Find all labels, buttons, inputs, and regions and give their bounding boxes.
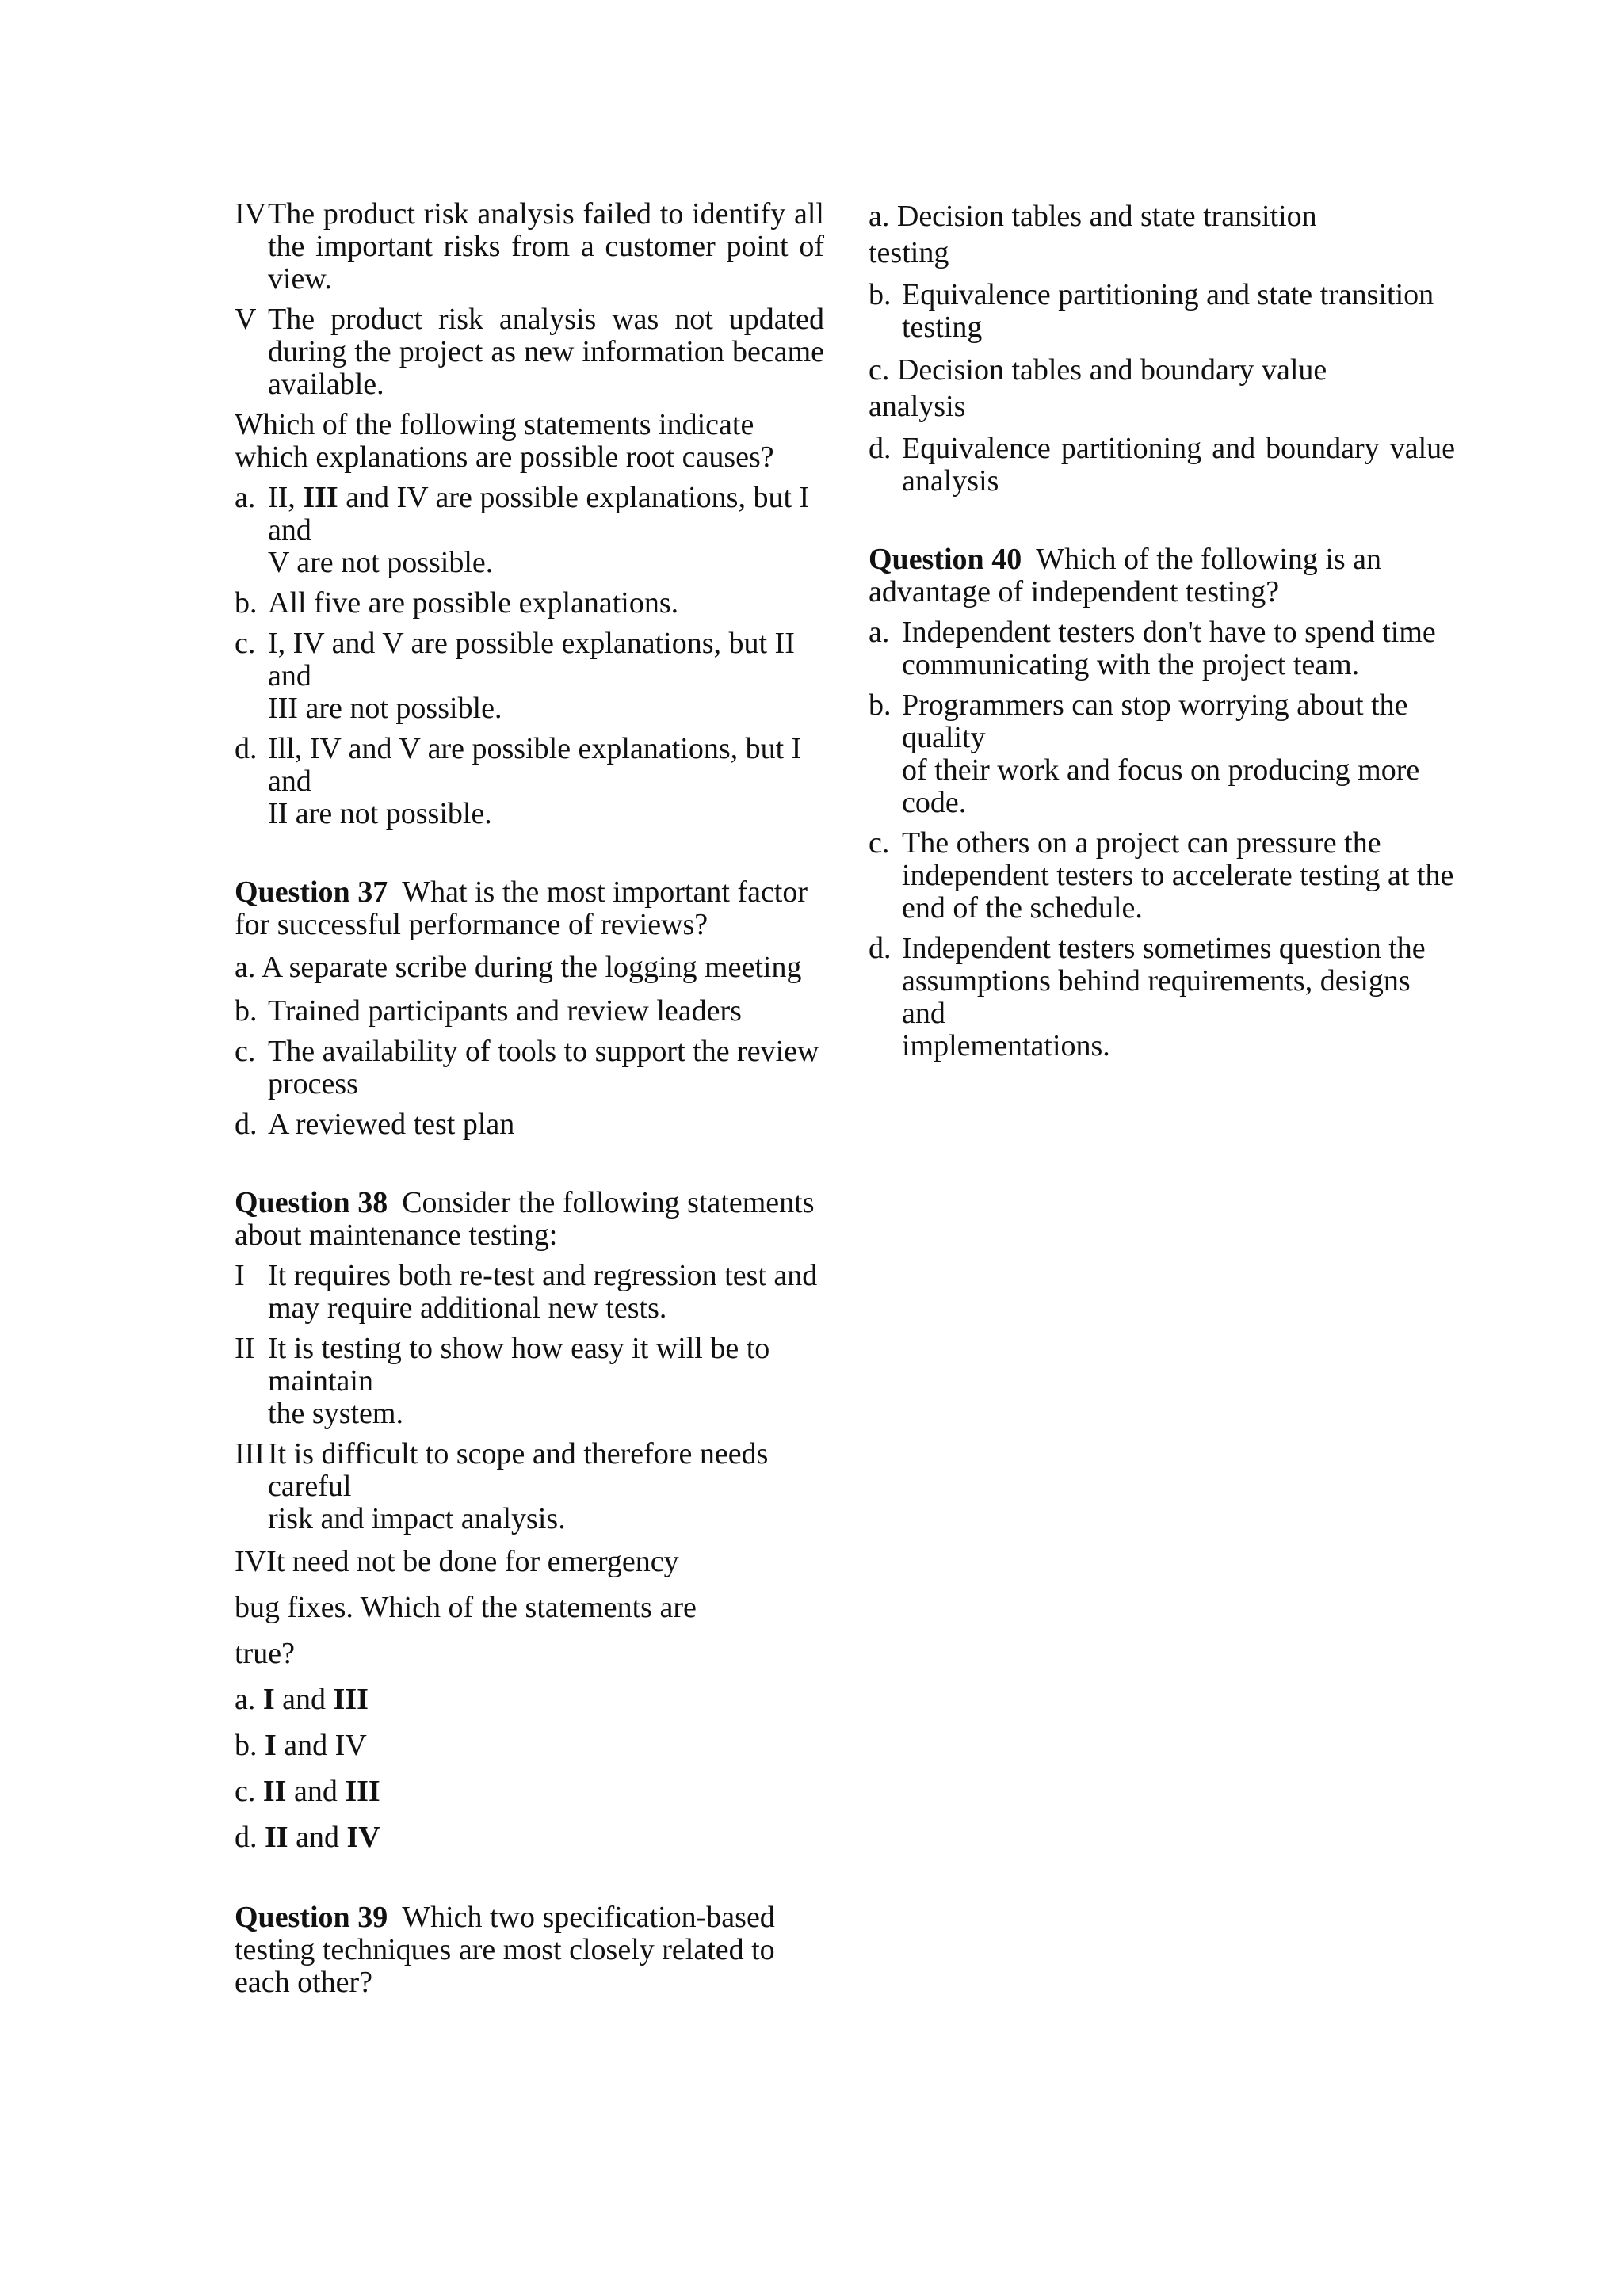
option-and: and bbox=[296, 1821, 339, 1854]
q40-option-a bbox=[869, 616, 1455, 681]
option-text: Trained participants and review leaders bbox=[268, 994, 742, 1028]
option-marker: c. bbox=[869, 353, 890, 387]
option-and: and bbox=[284, 1729, 328, 1762]
statement-marker: III bbox=[235, 1437, 265, 1470]
option-marker: c. bbox=[235, 627, 256, 660]
option-marker: a. bbox=[869, 200, 890, 233]
option-marker: b. bbox=[235, 994, 258, 1028]
option-marker: b. bbox=[869, 278, 892, 311]
option-marker: b. bbox=[869, 688, 892, 722]
q38-statement-ii bbox=[235, 1333, 824, 1430]
option-marker: c. bbox=[235, 1035, 256, 1068]
option-text-line2: end of the schedule. bbox=[902, 891, 1143, 925]
option-roman-1: II bbox=[262, 1775, 287, 1808]
question-39 bbox=[235, 1901, 824, 1999]
statement-marker: IV bbox=[235, 197, 267, 231]
option-marker: a. bbox=[235, 1683, 256, 1716]
q38-statement-i bbox=[235, 1260, 824, 1325]
statement-text: The product risk analysis was not updated during the project as new information became available. bbox=[268, 303, 824, 401]
question-38 bbox=[235, 1187, 824, 1252]
left-column bbox=[235, 198, 824, 2007]
question-text: Which two specification-based testing techniques are most closely related to each other? bbox=[235, 1901, 775, 1999]
option-text: Programmers can stop worrying about the quality bbox=[902, 688, 1408, 754]
option-text: The others on a project can pressure the independent testers to accelerate testing at the bbox=[902, 826, 1454, 892]
q39-option-a bbox=[869, 198, 1455, 271]
option-roman-2: IV bbox=[346, 1821, 380, 1854]
option-text: The availability of tools to support the review bbox=[268, 1035, 819, 1068]
statement-text: It need not be done for emergency bbox=[266, 1545, 679, 1578]
option-text: A reviewed test plan bbox=[268, 1108, 515, 1141]
option-text-line2: II are not possible. bbox=[268, 797, 492, 830]
q38-prompt-line1: bug fixes. Which of the statements are bbox=[235, 1591, 697, 1624]
option-text-line2: process bbox=[268, 1067, 358, 1100]
option-text-line2: assumptions behind requirements, designs and bbox=[902, 964, 1411, 1030]
question-number: Question 40 bbox=[869, 543, 1022, 576]
q40-option-d bbox=[869, 933, 1455, 1062]
option-text: A separate scribe during the logging meeting bbox=[261, 951, 802, 984]
q40-option-b bbox=[869, 689, 1455, 819]
option-marker: d. bbox=[869, 932, 892, 965]
option-marker: d. bbox=[235, 1108, 258, 1141]
option-roman-2: III bbox=[345, 1775, 380, 1808]
q38-statement-iii bbox=[235, 1438, 824, 1535]
question-40 bbox=[869, 543, 1455, 608]
option-a bbox=[235, 482, 824, 579]
option-roman-1: I bbox=[262, 1683, 275, 1716]
option-text-line2: of their work and focus on producing more code. bbox=[902, 753, 1420, 819]
option-text-line2: V are not possible. bbox=[268, 546, 494, 579]
option-and: and bbox=[293, 1775, 338, 1808]
q37-option-c bbox=[235, 1035, 824, 1100]
option-marker: d. bbox=[869, 432, 892, 465]
option-text-line2: communicating with the project team. bbox=[902, 648, 1360, 681]
option-marker: a. bbox=[235, 951, 256, 984]
q37-option-a bbox=[235, 949, 824, 986]
option-text: All five are possible explanations. bbox=[268, 586, 679, 620]
q40-option-c bbox=[869, 827, 1455, 925]
q38-option-d bbox=[235, 1819, 824, 1855]
option-text: Decision tables and state transition bbox=[896, 200, 1317, 233]
question-text: What is the most important factor for successful performance of reviews? bbox=[235, 875, 808, 941]
statement-text: The product risk analysis failed to identify all the important risks from a customer point of view. bbox=[268, 197, 824, 296]
option-text: Ill, IV and V are possible explanations, but I and bbox=[268, 732, 802, 798]
q38-option-a bbox=[235, 1681, 824, 1718]
option-text-bold: III bbox=[303, 481, 338, 514]
statement-v bbox=[235, 303, 824, 401]
question-text: Consider the following statements about maintenance testing: bbox=[235, 1186, 815, 1252]
q39-option-d bbox=[869, 433, 1455, 498]
option-c bbox=[235, 627, 824, 725]
option-text-line2: analysis bbox=[869, 390, 966, 423]
option-text: Independent testers don't have to spend time bbox=[902, 616, 1436, 649]
q38-prompt-line2: true? bbox=[235, 1637, 295, 1670]
statement-text: It is testing to show how easy it will be to maintain bbox=[268, 1332, 770, 1398]
statement-text: It is difficult to scope and therefore needs careful bbox=[268, 1437, 769, 1503]
right-column bbox=[869, 198, 1455, 1070]
q37-option-d bbox=[235, 1108, 824, 1141]
statement-marker: II bbox=[235, 1332, 255, 1365]
option-roman-2: III bbox=[333, 1683, 369, 1716]
option-d bbox=[235, 733, 824, 830]
statement-iv bbox=[235, 198, 824, 296]
option-text-line3: implementations. bbox=[902, 1029, 1110, 1062]
option-marker: a. bbox=[235, 481, 256, 514]
statement-marker: I bbox=[235, 1259, 245, 1292]
option-text-line2: testing bbox=[902, 311, 983, 344]
q39-option-c bbox=[869, 352, 1455, 425]
question-37 bbox=[235, 876, 824, 941]
question-prompt: Which of the following statements indicate which explanations are possible root causes? bbox=[235, 408, 774, 474]
option-marker: c. bbox=[235, 1775, 256, 1808]
option-b bbox=[235, 587, 824, 620]
option-roman-1: I bbox=[265, 1729, 277, 1762]
q38-option-b bbox=[235, 1727, 824, 1764]
option-text: Equivalence partitioning and state transition bbox=[902, 278, 1434, 311]
option-marker: a. bbox=[869, 616, 890, 649]
statement-text-line2: the system. bbox=[268, 1397, 403, 1430]
option-marker: b. bbox=[235, 1729, 258, 1762]
question-text: Which of the following is an advantage of independent testing? bbox=[869, 543, 1382, 608]
question-number: Question 38 bbox=[235, 1186, 388, 1219]
statement-marker: IV bbox=[235, 1545, 267, 1578]
option-text-post: and IV are possible explanations, but I and bbox=[268, 481, 810, 547]
option-text: Equivalence partitioning and boundary value analysis bbox=[902, 432, 1455, 498]
option-text: Independent testers sometimes question the bbox=[902, 932, 1426, 965]
option-text-pre: II, bbox=[268, 481, 296, 514]
option-text: Decision tables and boundary value bbox=[896, 353, 1327, 387]
option-marker: b. bbox=[235, 586, 258, 620]
option-text-line2: III are not possible. bbox=[268, 692, 502, 725]
option-text-line2: testing bbox=[869, 236, 949, 269]
q37-option-b bbox=[235, 995, 824, 1028]
statement-marker: V bbox=[235, 303, 257, 336]
option-marker: d. bbox=[235, 1821, 258, 1854]
option-marker: c. bbox=[869, 826, 890, 860]
question-number: Question 39 bbox=[235, 1901, 388, 1934]
statement-text: It requires both re-test and regression test and bbox=[268, 1259, 818, 1292]
option-and: and bbox=[282, 1683, 327, 1716]
q38-statement-iv bbox=[235, 1543, 824, 1580]
option-marker: d. bbox=[235, 732, 258, 765]
option-roman-1: II bbox=[265, 1821, 288, 1854]
option-roman-2: IV bbox=[334, 1729, 367, 1762]
statement-text-line2: may require additional new tests. bbox=[268, 1291, 667, 1325]
q38-option-c bbox=[235, 1773, 824, 1810]
q39-option-b bbox=[869, 279, 1455, 344]
question-number: Question 37 bbox=[235, 875, 388, 909]
option-text: I, IV and V are possible explanations, but II and bbox=[268, 627, 795, 692]
statement-text-line2: risk and impact analysis. bbox=[268, 1502, 566, 1535]
